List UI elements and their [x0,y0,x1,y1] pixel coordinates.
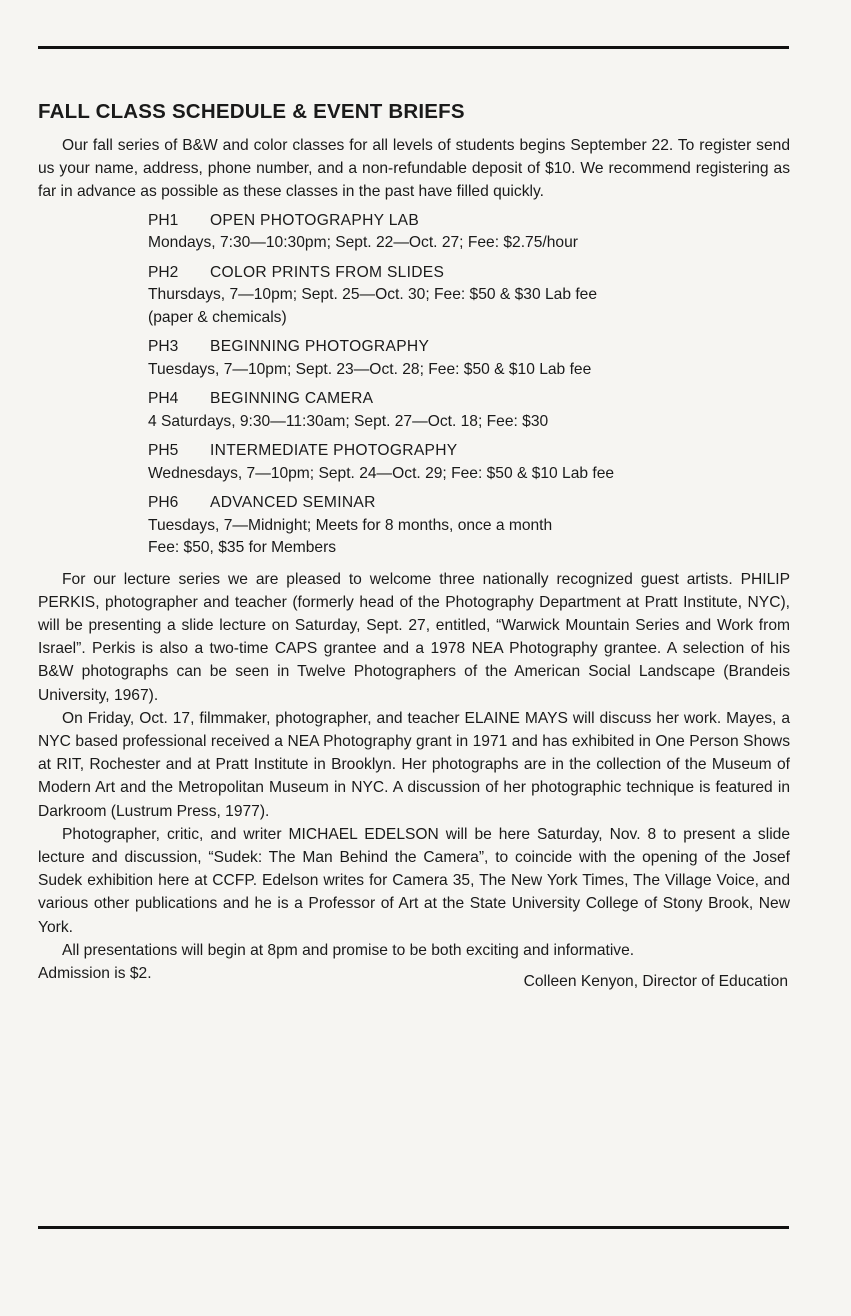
course-code: PH3 [148,338,179,356]
lecture-paragraph: For our lecture series we are pleased to welcome three nationally recognized guest artists. PHILIP PERKIS, photographer and teacher (formerly head of the Photography Department at Pratt Institute, NYC), will be presenting a slide lecture on Saturday, Sept. 27, entitled, “Warwick Mountain Series and Work from Israel”. Perkis is also a two-time CAPS grantee and a 1978 NEA Photography grantee. A selection of his B&W photographs can be seen in Twelve Photographers of the American Social Landscape (Brandeis University, 1967). [38,570,790,704]
course-item [148,262,790,330]
course-details: Fee: $50, $35 for Members [148,539,337,557]
course-code: PH1 [148,211,179,229]
course-title: BEGINNING CAMERA [210,390,374,408]
course-item [148,210,790,255]
course-item [148,388,790,433]
top-rule [38,46,789,49]
page-title: FALL CLASS SCHEDULE & EVENT BRIEFS [38,100,465,123]
course-title: ADVANCED SEMINAR [210,494,376,512]
course-code: PH4 [148,390,179,408]
course-details: Thursdays, 7—10pm; Sept. 25—Oct. 30; Fee: $50 & $30 Lab fee [148,286,598,304]
course-details: Tuesdays, 7—Midnight; Meets for 8 months, once a month [148,516,553,534]
course-title: COLOR PRINTS FROM SLIDES [210,263,445,281]
course-title: BEGINNING PHOTOGRAPHY [210,338,430,356]
lecture-paragraph: On Friday, Oct. 17, filmmaker, photographer, and teacher ELAINE MAYS will discuss her work. Mayes, a NYC based professional received a NEA Photography grant in 1971 and has exhibited in One Person Shows at RIT, Rochester and at Pratt Institute in Brooklyn. Her photographs are in the collection of the Museum of Modern Art and the Metropolitan Museum in NYC. A discussion of her photographic technique is featured in Darkroom (Lustrum Press, 1977). [38,709,790,820]
course-details: Mondays, 7:30—10:30pm; Sept. 22—Oct. 27; Fee: $2.75/hour [148,234,578,252]
admission-text: Admission is $2. [38,965,152,983]
course-code: PH5 [148,442,179,460]
lecture-paragraph: Photographer, critic, and writer MICHAEL EDELSON will be here Saturday, Nov. 8 to present a slide lecture and discussion, “Sudek: The Man Behind the Camera”, to coincide with the opening of the Josef Sudek exhibition here at CCFP. Edelson writes for Camera 35, The New York Times, The Village Voice, and various other publications and he is a Professor of Art at the State University College of Stony Brook, New York. [38,825,790,936]
course-title: INTERMEDIATE PHOTOGRAPHY [210,442,458,460]
signature: Colleen Kenyon, Director of Education [523,973,788,991]
course-item [148,336,790,381]
intro-paragraph: Our fall series of B&W and color classes for all levels of students begins September 22. To register send us your name, address, phone number, and a non-refundable deposit of $10. We recommend registering as far in advance as possible as these classes in the past have filled quickly. [38,137,790,201]
course-code: PH2 [148,263,179,281]
course-details: 4 Saturdays, 9:30—11:30am; Sept. 27—Oct. 18; Fee: $30 [148,412,549,430]
course-title: OPEN PHOTOGRAPHY LAB [210,211,420,229]
course-item [148,440,790,485]
course-details: Wednesdays, 7—10pm; Sept. 24—Oct. 29; Fee: $50 & $10 Lab fee [148,464,615,482]
course-code: PH6 [148,494,179,512]
signature-row [38,962,790,992]
closing-paragraph: All presentations will begin at 8pm and promise to be both exciting and informative. [62,941,635,959]
course-details: (paper & chemicals) [148,308,287,326]
bottom-rule [38,1226,789,1229]
class-schedule [148,210,790,560]
article [38,100,790,992]
course-details: Tuesdays, 7—10pm; Sept. 23—Oct. 28; Fee: $50 & $10 Lab fee [148,360,592,378]
course-item [148,492,790,560]
